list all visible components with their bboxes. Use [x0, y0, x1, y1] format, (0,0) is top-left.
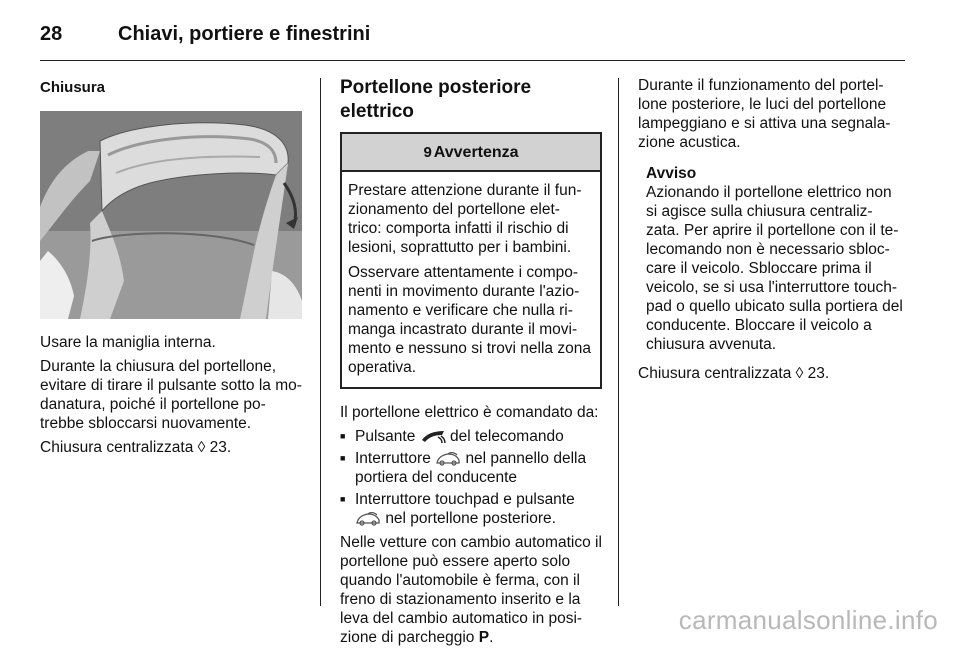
- lights-signal-text: Durante il funzionamento del portel- lone posteriore, le luci del portellone lampeggiano e si attiva una segnala- zione acustica.: [638, 77, 891, 151]
- page-ref-arrow-icon: ◊: [197, 439, 206, 456]
- column-1: [40, 76, 302, 462]
- page-ref-arrow-icon: ◊: [795, 365, 804, 382]
- tailgate-illustration: [40, 111, 302, 319]
- ref-central-locking-2: Chiusura centralizzata ◊ 23.: [638, 365, 830, 382]
- text-use-handle: Usare la maniglia interna.: [40, 334, 216, 351]
- page-number: 28: [40, 22, 63, 45]
- controls-list: [340, 427, 602, 528]
- list-item: ■ Interruttore nel pannello della portiera del conducente: [340, 449, 602, 487]
- page-title: Chiavi, portiere e finestrini: [118, 22, 371, 45]
- header-divider: [40, 60, 905, 61]
- warning-header: [342, 134, 600, 172]
- note-body: Azionando il portellone elettrico non si agisce sulla chiusura centraliz- zata. Per aprire il portellone con il te- lecomando non è necessario sbloc- care il veicolo. Sbloccare prima il veicolo, se si usa l'interruttore touch- pad o quello ubicato sulla portiera del conducente. Bloccare il veicolo a chiusura avvenuta.: [646, 184, 903, 353]
- remote-tailgate-icon: [420, 428, 446, 444]
- section-heading-chiusura: Chiusura: [40, 79, 106, 96]
- warning-text-2: Osservare attentamente i compo- nenti in movimento durante l'azio- namento e verificare che nulla ri- manga incastrato durante il movi- mento e nessuno si trovi nella zona operativa.: [348, 264, 591, 376]
- column-2: [340, 76, 602, 652]
- park-position-label: P: [478, 629, 490, 646]
- watermark: carmanualsonline.info: [678, 605, 938, 635]
- automatic-transmission-text: Nelle vetture con cambio automatico il portellone può essere aperto solo quando l'automobile è ferma, con il freno di stazionamento inserito e la leva del cambio automatico in posi- zione di parcheggio P.: [340, 534, 602, 646]
- note-box: [638, 164, 906, 354]
- section-heading-power-tailgate: Portellone posteriore elettrico: [340, 77, 532, 122]
- car-tailgate-icon: [435, 450, 461, 466]
- warning-body: [342, 172, 600, 387]
- column-3: [638, 76, 906, 388]
- ref-central-locking: Chiusura centralizzata ◊ 23.: [40, 439, 232, 456]
- list-item: ■ Interruttore touchpad e pulsante nel portellone posteriore.: [340, 490, 602, 528]
- column-divider-1: [320, 78, 321, 606]
- text-closing-warning: Durante la chiusura del portellone, evitare di tirare il pulsante sotto la mo- danatura, poiché il portellone po- trebbe sbloccarsi nuovamente.: [40, 358, 302, 432]
- column-divider-2: [618, 78, 619, 606]
- warning-box: [340, 132, 602, 389]
- list-item: ■ Pulsante del telecomando: [340, 427, 602, 446]
- warning-symbol-icon: 9: [423, 143, 432, 161]
- warning-title: Avvertenza: [433, 143, 519, 161]
- controls-intro: Il portellone elettrico è comandato da:: [340, 404, 599, 421]
- note-title: Avviso: [646, 165, 697, 182]
- page-header: [40, 14, 370, 54]
- car-tailgate-icon: [355, 510, 381, 526]
- warning-text-1: Prestare attenzione durante il fun- zionamento del portellone elet- trico: comporta infatti il rischio di lesioni, soprattutto per i bambini.: [348, 182, 582, 256]
